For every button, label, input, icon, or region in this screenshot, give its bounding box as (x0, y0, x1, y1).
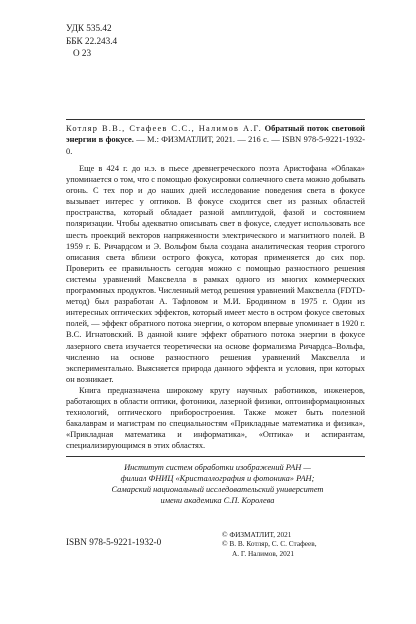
isbn: ISBN 978-5-9221-1932-0 (66, 537, 162, 547)
copyright-block (222, 530, 372, 558)
abstract-paragraph-1: Еще в 424 г. до н.э. в пьесе древнегреческого поэта Аристофана «Облака» упоминается о том, что с помощью фокусировки солнечного света можно добывать огонь. С тех пор и до наших дней исследование поведения света в фокусе вызывает интерес у оптиков. В фокусе сходится свет из разных областей пространства, который обладает разной амплитудой, фазой и состоянием поляризации. Чтобы адекватно описывать свет в фокусе, следует использовать все шесть проекций векторов напряженности электрического и магнитного полей. В 1959 г. Б. Ричардсом и Э. Вольфом была создана аналитическая теория строгого описания света вблизи острого фокуса, которая применяется до сих пор. Проверить ее правильность сегодня можно с помощью разностного решения системы уравнений Максвелла в рамках одного из многих коммерческих программных продуктов. Численный метод решения уравнений Максвелла (FDTD-метод) был разработан А. Тафловом и М.И. Бродинном в 1975 г. Один из интересных оптических эффектов, который имеет место в остром фокусе световых полей, — эффект обратного потока энергии, о котором впервые упоминает в 1920 г. В.С. Игнатовский. В данной книге эффект обратного потока энергии в фокусе лазерного света изучается теоретически на основе формализма Ричардса–Вольфа, численно на основе разностного решения уравнений Максвелла и экспериментально. Выясняется природа данного эффекта и условия, при которых он возникает. (66, 164, 365, 384)
top-rule (66, 119, 365, 120)
classification-codes (66, 22, 117, 60)
copyright-authors-line-2: А. Г. Налимов, 2021 (232, 548, 295, 558)
bibliography-title: Обратный поток световой энергии в фокусе. (66, 124, 365, 145)
udc-code: УДК 535.42 (66, 23, 112, 33)
copyright-publisher: © ФИЗМАТЛИТ, 2021 (222, 530, 292, 539)
bottom-rule (66, 456, 365, 457)
bbk-code: ББК 22.243.4 (66, 35, 118, 46)
institute-line-3: Самарский национальный исследовательский университет (111, 485, 324, 495)
author-sign: O 23 (73, 48, 92, 59)
bibliography-authors: Котляр В.В., Стафеев С.С., Налимов А.Г. (66, 124, 262, 133)
institutes-block (90, 462, 345, 506)
copyright-authors-line-1: © В. В. Котляр, С. С. Стафеев, (222, 539, 317, 549)
institute-line-2: филиал ФНИЦ «Кристаллография и фотоника» РАН; (120, 474, 315, 484)
institute-line-1: Институт систем обработки изображений РАН — (124, 463, 311, 472)
abstract (66, 163, 365, 451)
bibliography-details: — М.: ФИЗМАТЛИТ, 2021. — 216 с. — ISBN 978-5-9221-1932-0. (66, 135, 365, 156)
institute-line-4: имени академика С.П. Королева (160, 496, 275, 506)
abstract-paragraph-2: Книга предназначена широкому кругу научных работников, инженеров, работающих в области оптики, фотоники, лазерной физики, оптоинформационных технологий, оптического приборостроения. Также может быть полезной бакалаврам и магистрам по специальностям «Прикладные математика и физика», «Прикладная математика и информатика», «Оптика» и аспирантам, специализирующимся в этих областях. (66, 385, 365, 451)
bibliographic-record (66, 123, 365, 157)
